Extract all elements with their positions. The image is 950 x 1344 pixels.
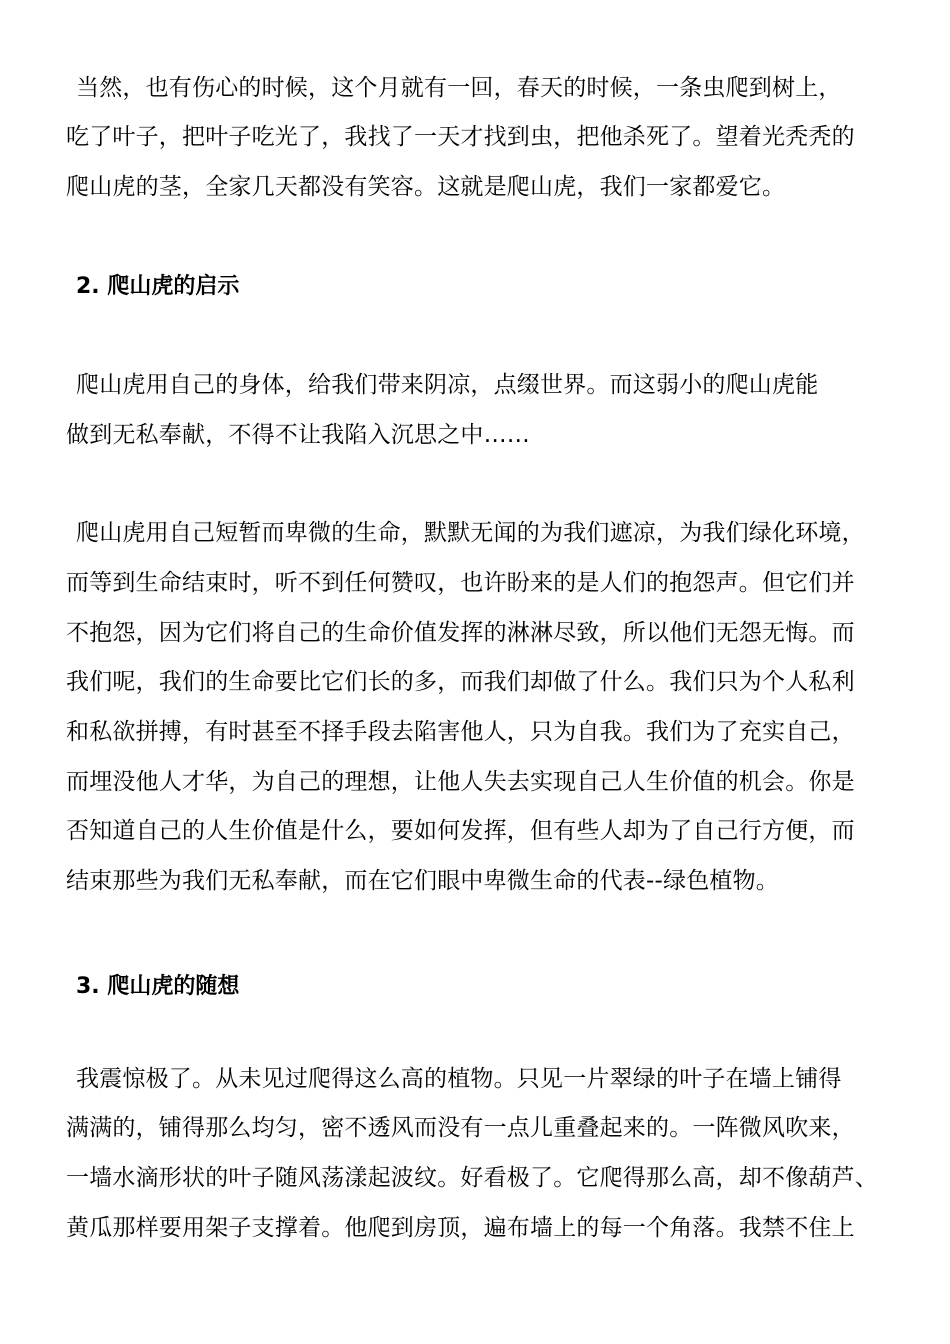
paragraph-line: 黄瓜那样要用架子支撑着。他爬到房顶，遍布墙上的每一个角落。我禁不住上: [66, 1215, 855, 1241]
section-heading: 2. 爬山虎的启示: [76, 274, 240, 299]
paragraph-line: 爬山虎的茎，全家几天都没有笑容。这就是爬山虎，我们一家都爱它。: [66, 174, 786, 200]
paragraph-line: 不抱怨，因为它们将自己的生命价值发挥的淋淋尽致，所以他们无怨无悔。而: [66, 620, 855, 646]
paragraph-line: 做到无私奉献，不得不让我陷入沉思之中……: [66, 422, 530, 448]
paragraph-line: 一墙水滴形状的叶子随风荡漾起波纹。好看极了。它爬得那么高，却不像葫芦、: [66, 1165, 878, 1191]
paragraph-line: 我震惊极了。从未见过爬得这么高的植物。只见一片翠绿的叶子在墙上铺得: [76, 1066, 842, 1092]
paragraph-line: 否知道自己的人生价值是什么，要如何发挥，但有些人却为了自己行方便，而: [66, 818, 855, 844]
paragraph-line: 爬山虎用自己的身体，给我们带来阴凉，点缀世界。而这弱小的爬山虎能: [76, 372, 819, 398]
paragraph-line: 吃了叶子，把叶子吃光了，我找了一天才找到虫，把他杀死了。望着光秃秃的: [66, 124, 855, 150]
paragraph-line: 当然，也有伤心的时候，这个月就有一回，春天的时候，一条虫爬到树上，: [76, 75, 842, 101]
paragraph-line: 结束那些为我们无私奉献，而在它们眼中卑微生命的代表--绿色植物。: [66, 868, 779, 894]
section-heading: 3. 爬山虎的随想: [76, 974, 240, 999]
paragraph-line: 而等到生命结束时，听不到任何赞叹，也许盼来的是人们的抱怨声。但它们并: [66, 570, 855, 596]
paragraph-line: 爬山虎用自己短暂而卑微的生命，默默无闻的为我们遮凉，为我们绿化环境，: [76, 520, 865, 546]
paragraph-line: 和私欲拼搏，有时甚至不择手段去陷害他人，只为自我。我们为了充实自己，: [66, 719, 855, 745]
paragraph-line: 满满的，铺得那么均匀，密不透风而没有一点儿重叠起来的。一阵微风吹来，: [66, 1115, 855, 1141]
paragraph-line: 我们呢，我们的生命要比它们长的多，而我们却做了什么。我们只为个人私利: [66, 669, 855, 695]
paragraph-line: 而埋没他人才华，为自己的理想，让他人失去实现自己人生价值的机会。你是: [66, 769, 855, 795]
